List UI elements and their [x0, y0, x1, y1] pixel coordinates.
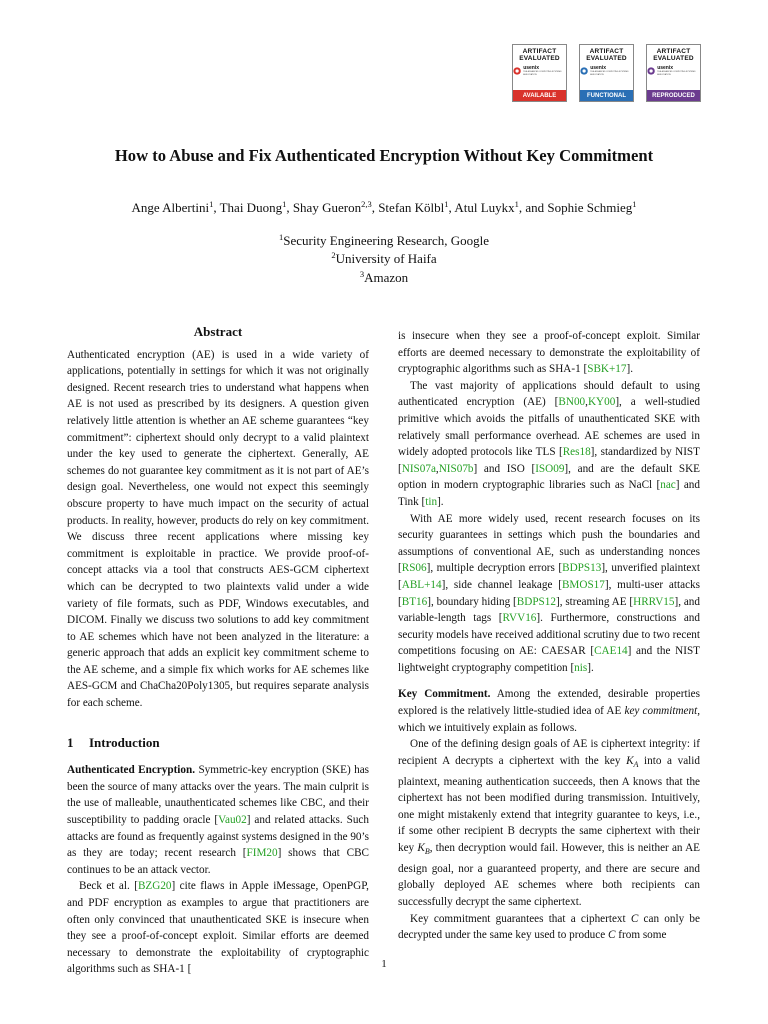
affiliation-mark: 3: [359, 268, 365, 279]
text-run: ] shows that CBC continues to be an attack vector.: [67, 847, 369, 876]
author-name: Thai Duong: [219, 200, 283, 215]
citation-link[interactable]: NIS07b: [438, 462, 474, 475]
citation-link[interactable]: BZG20: [137, 880, 172, 893]
math-var-c: C: [608, 929, 616, 942]
author-name: Stefan Kölbl: [378, 200, 445, 215]
section-heading-introduction: [67, 735, 369, 752]
text-run: ], side channel leakage [: [441, 578, 562, 591]
badge-status: REPRODUCED: [647, 90, 700, 101]
paragraph-ciphertext-integrity: [398, 736, 700, 910]
text-run: can only be decrypted under the same key used to produce: [398, 912, 700, 942]
text-run: ]. Furthermore, constructions and security models have received additional scrutiny due to two recent competitions focusing on AE: CAESAR [: [398, 612, 700, 658]
paragraph-key-commitment-guarantee: [398, 911, 700, 944]
citation-link[interactable]: BMOS17: [561, 578, 605, 591]
text-run: ,: [435, 462, 439, 475]
text-run: With AE more widely used, recent research focuses on its security guarantees in settings which push the boundaries and assumptions of conventional AE, such as understanding nonces [: [398, 512, 700, 575]
abstract-heading: Abstract: [193, 324, 243, 339]
citation-link[interactable]: FIM20: [246, 847, 278, 860]
text-run: , which we intuitively explain as follows.: [398, 705, 701, 734]
page-number: 1: [381, 958, 387, 970]
citation-link[interactable]: BDPS13: [562, 562, 602, 575]
emphasis: key commitment: [624, 705, 698, 718]
text-run: ], and are the default SKE option in modern cryptographic libraries such as NaCl [: [398, 462, 700, 492]
citation-link[interactable]: nis: [574, 661, 588, 674]
text-run: ], standardized by NIST [: [398, 446, 700, 475]
author-separator: ,: [213, 200, 220, 215]
artifact-badge: [579, 44, 634, 102]
paragraph-ae-research: [398, 511, 700, 677]
text-run: is insecure when they see a proof-of-concept exploit. Similar efforts are deemed necessary to demonstrate the exploitability of cryptographic algorithms such as SHA-1 [: [398, 330, 700, 376]
text-run: ], a well-studied primitive which avoids the pitfalls of unauthenticated SKE with relatively small performance overhead. AE schemes are used in widely adopted protocols like TLS [: [398, 396, 700, 459]
citation-link[interactable]: SBK+17: [587, 363, 627, 376]
affiliation: [0, 269, 768, 287]
text-run: ], boundary hiding [: [427, 595, 517, 608]
affiliation-name: Security Engineering Research, Google: [283, 233, 489, 248]
author-affiliation-mark: 1: [514, 199, 519, 209]
affiliation-name: University of Haifa: [335, 251, 437, 267]
affiliation: [0, 232, 768, 250]
citation-link[interactable]: Res18: [562, 446, 591, 459]
citation-link[interactable]: KY00: [587, 396, 616, 409]
section-number: 1: [67, 734, 74, 750]
artifact-badge: [646, 44, 701, 102]
text-run: Symmetric-key encryption (SKE) has been the source of many attacks over the years. The main culprit is the use of malleable, unauthenticated schemes like CBC, and their susceptibility to padding oracle [: [67, 764, 370, 827]
paragraph-authenticated-encryption: [67, 762, 369, 878]
usenix-logo-icon: usenix THE ADVANCED COMPUTING SYSTEMS ASSOCIATION: [513, 64, 566, 78]
author-separator: ,: [448, 200, 455, 215]
text-run: Key commitment guarantees that a ciphertext: [410, 912, 631, 925]
citation-link[interactable]: ISO09: [535, 462, 565, 475]
citation-link[interactable]: tin: [425, 495, 438, 508]
badge-label: ARTIFACT EVALUATED: [586, 48, 627, 62]
affiliation-mark: 1: [278, 232, 284, 242]
author-name: Ange Albertini: [131, 200, 210, 215]
text-run: ], multi-user attacks [: [398, 578, 700, 608]
citation-link[interactable]: BDPS12: [516, 595, 556, 608]
badge-status: AVAILABLE: [513, 90, 566, 101]
artifact-badges: [512, 44, 701, 102]
affiliation: [0, 250, 768, 268]
author-name: Sophie Schmieg: [547, 200, 633, 215]
citation-link[interactable]: BN00: [558, 396, 586, 409]
author-affiliation-mark: 2,3: [361, 199, 372, 209]
text-run: from some: [615, 929, 667, 942]
text-run: ], unverified plaintext [: [398, 562, 700, 591]
paper-title: How to Abuse and Fix Authenticated Encryption Without Key Commitment: [114, 146, 654, 165]
citation-link[interactable]: BT16: [401, 595, 428, 608]
citation-link[interactable]: NIS07a: [401, 462, 436, 475]
text-run: ] and related attacks. Such attacks are found as frequently against systems designed in the 90’s as they are today; recent research [: [67, 814, 369, 860]
badge-status: FUNCTIONAL: [580, 90, 633, 101]
usenix-logo-icon: usenix THE ADVANCED COMPUTING SYSTEMS ASSOCIATION: [580, 64, 633, 78]
left-column: [67, 324, 369, 978]
text-run: One of the defining design goals of AE is ciphertext integrity: if recipient A decrypts a ciphertext with the key: [398, 738, 700, 767]
author-affiliation-mark: 1: [209, 199, 214, 209]
citation-link[interactable]: nac: [660, 479, 676, 492]
citation-link[interactable]: Vau02: [218, 814, 247, 827]
author-list: [0, 200, 768, 216]
text-run: ] cite flaws in Apple iMessage, OpenPGP, and PDF encryption as examples to argue that practitioners are often only convinced that unauthenticated SKE is insecure when they see a proof-of-concept exploit. Similar efforts are deemed necessary to demonstrate the exploitability of cryptographic algorithms such as SHA-1 [: [67, 880, 369, 976]
math-var-k: K: [417, 842, 425, 855]
math-var-k: K: [626, 754, 634, 767]
text-run: ].: [587, 661, 594, 674]
paragraph-key-commitment: [398, 686, 700, 736]
paragraph-beck-continued: [398, 328, 700, 378]
artifact-badge: [512, 44, 567, 102]
author-affiliation-mark: 1: [444, 199, 449, 209]
math-subscript: A: [633, 760, 639, 770]
math-var-c: C: [630, 912, 639, 925]
author-affiliation-mark: 1: [282, 199, 287, 209]
author-affiliation-mark: 1: [632, 199, 637, 209]
citation-link[interactable]: RVV16: [502, 612, 537, 625]
text-run: ,: [585, 396, 588, 409]
paragraph-vast-majority: [398, 378, 700, 511]
citation-link[interactable]: HRRV15: [633, 595, 675, 608]
text-run: ] and Tink [: [398, 479, 700, 508]
author-separator: , and: [518, 200, 548, 215]
right-column: [398, 328, 700, 944]
text-run: into a valid plaintext, meaning authentication succeeds, then A knows that the ciphertext has not been modified during transmission. Intuitively, one might mistakenly extend that integrity guarantee to keys, i.e., if some other recipient B decrypts the same ciphertext with their key: [398, 754, 700, 855]
text-run: Among the extended, desirable properties explored is the relatively little-studied idea of AE: [398, 688, 701, 718]
abstract-text: Authenticated encryption (AE) is used in a wide variety of applications, potentially in settings for which it was not originally designed. Recent research tries to understand what happens when AE is not used as prescribed by its designers. A question given relatively little attention is whether an AE scheme guarantees “key commitment”: ciphertext should only decrypt to a valid plaintext under the key used to generate the ciphertext. Generally, AE schemes do not guarantee key commitment as it is not part of AE’s design goal. Nevertheless, one would not expect this seemingly obscure property to have much impact on the security of actual products. In reality, however, products do rely on key commitment. We discuss three recent applications where missing key commitment is exploitable in practice. We provide proof-of-concept attacks via a tool that constructs AES-GCM ciphertext which can be decrypted to two plaintexts valid under a wide variety of file formats, such as PDF, Windows executables, and DICOM. Finally we discuss two solutions to add key commitment to AE schemes which have not been analyzed in the literature: a generic approach that adds an explicit key commitment scheme to the AE scheme, and a simple fix which works for AE schemes like AES-GCM and ChaCha20Poly1305, but requires separate analysis for each scheme.: [67, 348, 369, 710]
text-run: ] and the NIST lightweight cryptography competition [: [398, 645, 700, 674]
text-run: , then decryption would fail. However, this is neither an AE design goal, nor a guaranteed property, and there are secure and globally deployed AE schemes where both recipients can successfully decrypt the same ciphertext.: [398, 842, 701, 909]
text-run: ].: [437, 495, 444, 508]
author-name: Shay Gueron: [292, 200, 362, 215]
author-separator: ,: [371, 200, 379, 215]
author-name: Atul Luykx: [454, 200, 515, 215]
badge-label: ARTIFACT EVALUATED: [653, 48, 694, 62]
text-run: ], multiple decryption errors [: [426, 562, 563, 575]
affiliation-mark: 2: [331, 250, 336, 261]
section-title: Introduction: [89, 734, 160, 750]
usenix-logo-icon: usenix THE ADVANCED COMPUTING SYSTEMS ASSOCIATION: [647, 64, 700, 78]
text-run: The vast majority of applications should default to using authenticated encryption (AE) [: [398, 379, 700, 409]
affiliation-list: [0, 232, 768, 287]
text-run: ], streaming AE [: [555, 595, 634, 608]
paragraph-lead: Key Commitment.: [398, 688, 491, 701]
math-subscript: B: [424, 847, 430, 857]
citation-link[interactable]: ABL+14: [401, 578, 442, 591]
affiliation-name: Amazon: [364, 269, 409, 285]
text-run: ], and variable-length tags [: [398, 595, 700, 625]
author-separator: ,: [286, 200, 293, 215]
badge-label: ARTIFACT EVALUATED: [519, 48, 560, 62]
text-run: ].: [626, 363, 634, 376]
paragraph-lead: Authenticated Encryption.: [67, 764, 196, 777]
text-run: ] and ISO [: [473, 462, 536, 475]
citation-link[interactable]: RS06: [401, 562, 427, 575]
text-run: Beck et al. [: [79, 880, 138, 893]
citation-link[interactable]: CAE14: [594, 645, 628, 658]
